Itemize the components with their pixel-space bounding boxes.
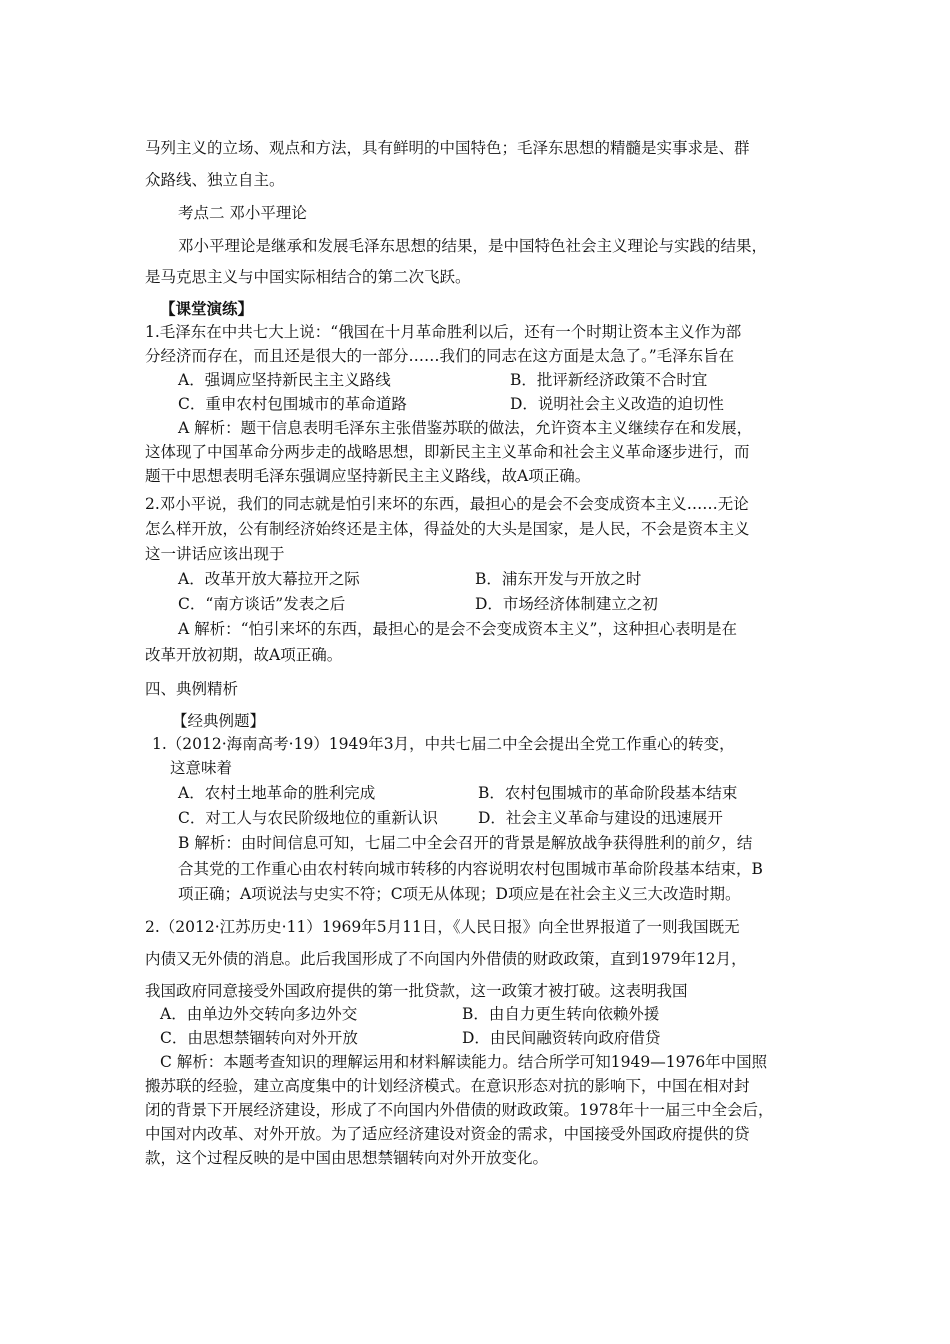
e2-answer-3: 闭的背景下开展经济建设，形成了不向国内外借债的财政政策。1978年十一届三中全会后， bbox=[145, 1101, 774, 1119]
intro-line-1: 马列主义的立场、观点和方法，具有鲜明的中国特色；毛泽东思想的精髓是实事求是、群 bbox=[145, 139, 750, 157]
q2-option-c: C．“南方谈话”发表之后 bbox=[178, 595, 346, 613]
e2-answer-1: C 解析：本题考查知识的理解运用和材料解读能力。结合所学可知1949—1976年中国照 bbox=[160, 1053, 768, 1071]
q1-option-a: A．强调应坚持新民主主义路线 bbox=[178, 371, 391, 389]
q2-answer-1: A 解析：“怕引来坏的东西，最担心的是会不会变成资本主义”，这种担心表明是在 bbox=[178, 620, 737, 638]
e1-option-c: C．对工人与农民阶级地位的重新认识 bbox=[178, 809, 438, 827]
e1-option-d: D．社会主义革命与建设的迅速展开 bbox=[478, 809, 723, 827]
e1-line-2: 这意味着 bbox=[170, 759, 233, 777]
e1-option-a: A．农村土地革命的胜利完成 bbox=[178, 784, 376, 802]
q2-answer-2: 改革开放初期，故A项正确。 bbox=[145, 646, 343, 664]
q2-line-1: 2.邓小平说，我们的同志就是怕引来坏的东西，最担心的是会不会变成资本主义……无论 bbox=[145, 495, 749, 513]
q2-line-3: 这一讲话应该出现于 bbox=[145, 545, 285, 563]
kaodian2-title: 考点二 邓小平理论 bbox=[178, 204, 307, 222]
e2-line-2: 内债又无外债的消息。此后我国形成了不向国内外借债的财政政策，直到1979年12月， bbox=[145, 950, 747, 968]
q2-option-d: D．市场经济体制建立之初 bbox=[475, 595, 658, 613]
kaodian2-line-1: 邓小平理论是继承和发展毛泽东思想的结果，是中国特色社会主义理论与实践的结果， bbox=[178, 237, 768, 255]
e1-answer-3: 项正确；A项说法与史实不符；C项无从体现；D项应是在社会主义三大改造时期。 bbox=[178, 885, 741, 903]
e1-option-b: B．农村包围城市的革命阶段基本结束 bbox=[478, 784, 738, 802]
e2-answer-2: 搬苏联的经验，建立高度集中的计划经济模式。在意识形态对抗的影响下，中国在相对封 bbox=[145, 1077, 750, 1095]
e1-answer-1: B 解析：由时间信息可知，七届二中全会召开的背景是解放战争获得胜利的前夕，结 bbox=[178, 834, 753, 852]
section4-subheading: 【经典例题】 bbox=[172, 712, 266, 730]
e2-option-a: A．由单边外交转向多边外交 bbox=[160, 1005, 358, 1023]
q1-option-c: C．重申农村包围城市的革命道路 bbox=[178, 395, 407, 413]
q1-line-2: 分经济而存在，而且还是很大的一部分……我们的同志在这方面是太急了。”毛泽东旨在 bbox=[145, 347, 735, 365]
q2-option-b: B．浦东开发与开放之时 bbox=[475, 570, 642, 588]
e2-option-b: B．由自力更生转向依赖外援 bbox=[462, 1005, 660, 1023]
e2-option-c: C．由思想禁锢转向对外开放 bbox=[160, 1029, 358, 1047]
e1-answer-2: 合其党的工作重心由农村转向城市转移的内容说明农村包围城市革命阶段基本结束，B bbox=[178, 860, 763, 878]
practice-heading: 【课堂演练】 bbox=[160, 299, 254, 318]
e1-line-1: 1.（2012·海南高考·19）1949年3月，中共七届二中全会提出全党工作重心的转变， bbox=[152, 735, 735, 753]
e2-line-3: 我国政府同意接受外国政府提供的第一批贷款，这一政策才被打破。这表明我国 bbox=[145, 982, 688, 1000]
q1-option-b: B．批评新经济政策不合时宜 bbox=[510, 371, 708, 389]
e2-option-d: D．由民间融资转向政府借贷 bbox=[462, 1029, 661, 1047]
q1-answer-3: 题干中思想表明毛泽东强调应坚持新民主主义路线，故A项正确。 bbox=[145, 467, 591, 485]
e2-line-1: 2.（2012·江苏历史·11）1969年5月11日，《人民日报》向全世界报道了一则我国既无 bbox=[145, 918, 740, 936]
intro-line-2: 众路线、独立自主。 bbox=[145, 171, 285, 189]
e2-answer-4: 中国对内改革、对外开放。为了适应经济建设对资金的需求，中国接受外国政府提供的贷 bbox=[145, 1125, 750, 1143]
q1-answer-1: A 解析：题干信息表明毛泽东主张借鉴苏联的做法，允许资本主义继续存在和发展， bbox=[178, 419, 753, 437]
q1-option-d: D．说明社会主义改造的迫切性 bbox=[510, 395, 724, 413]
q2-option-a: A．改革开放大幕拉开之际 bbox=[178, 570, 360, 588]
q1-line-1: 1.毛泽东在中共七大上说：“俄国在十月革命胜利以后，还有一个时期让资本主义作为部 bbox=[145, 323, 742, 341]
kaodian2-line-2: 是马克思主义与中国实际相结合的第二次飞跃。 bbox=[145, 268, 471, 286]
q1-answer-2: 这体现了中国革命分两步走的战略思想，即新民主主义革命和社会主义革命逐步进行，而 bbox=[145, 443, 750, 461]
section4-heading: 四、典例精析 bbox=[145, 680, 239, 698]
q2-line-2: 怎么样开放，公有制经济始终还是主体，得益处的大头是国家，是人民，不会是资本主义 bbox=[145, 520, 750, 538]
e2-answer-5: 款，这个过程反映的是中国由思想禁锢转向对外开放变化。 bbox=[145, 1149, 549, 1167]
